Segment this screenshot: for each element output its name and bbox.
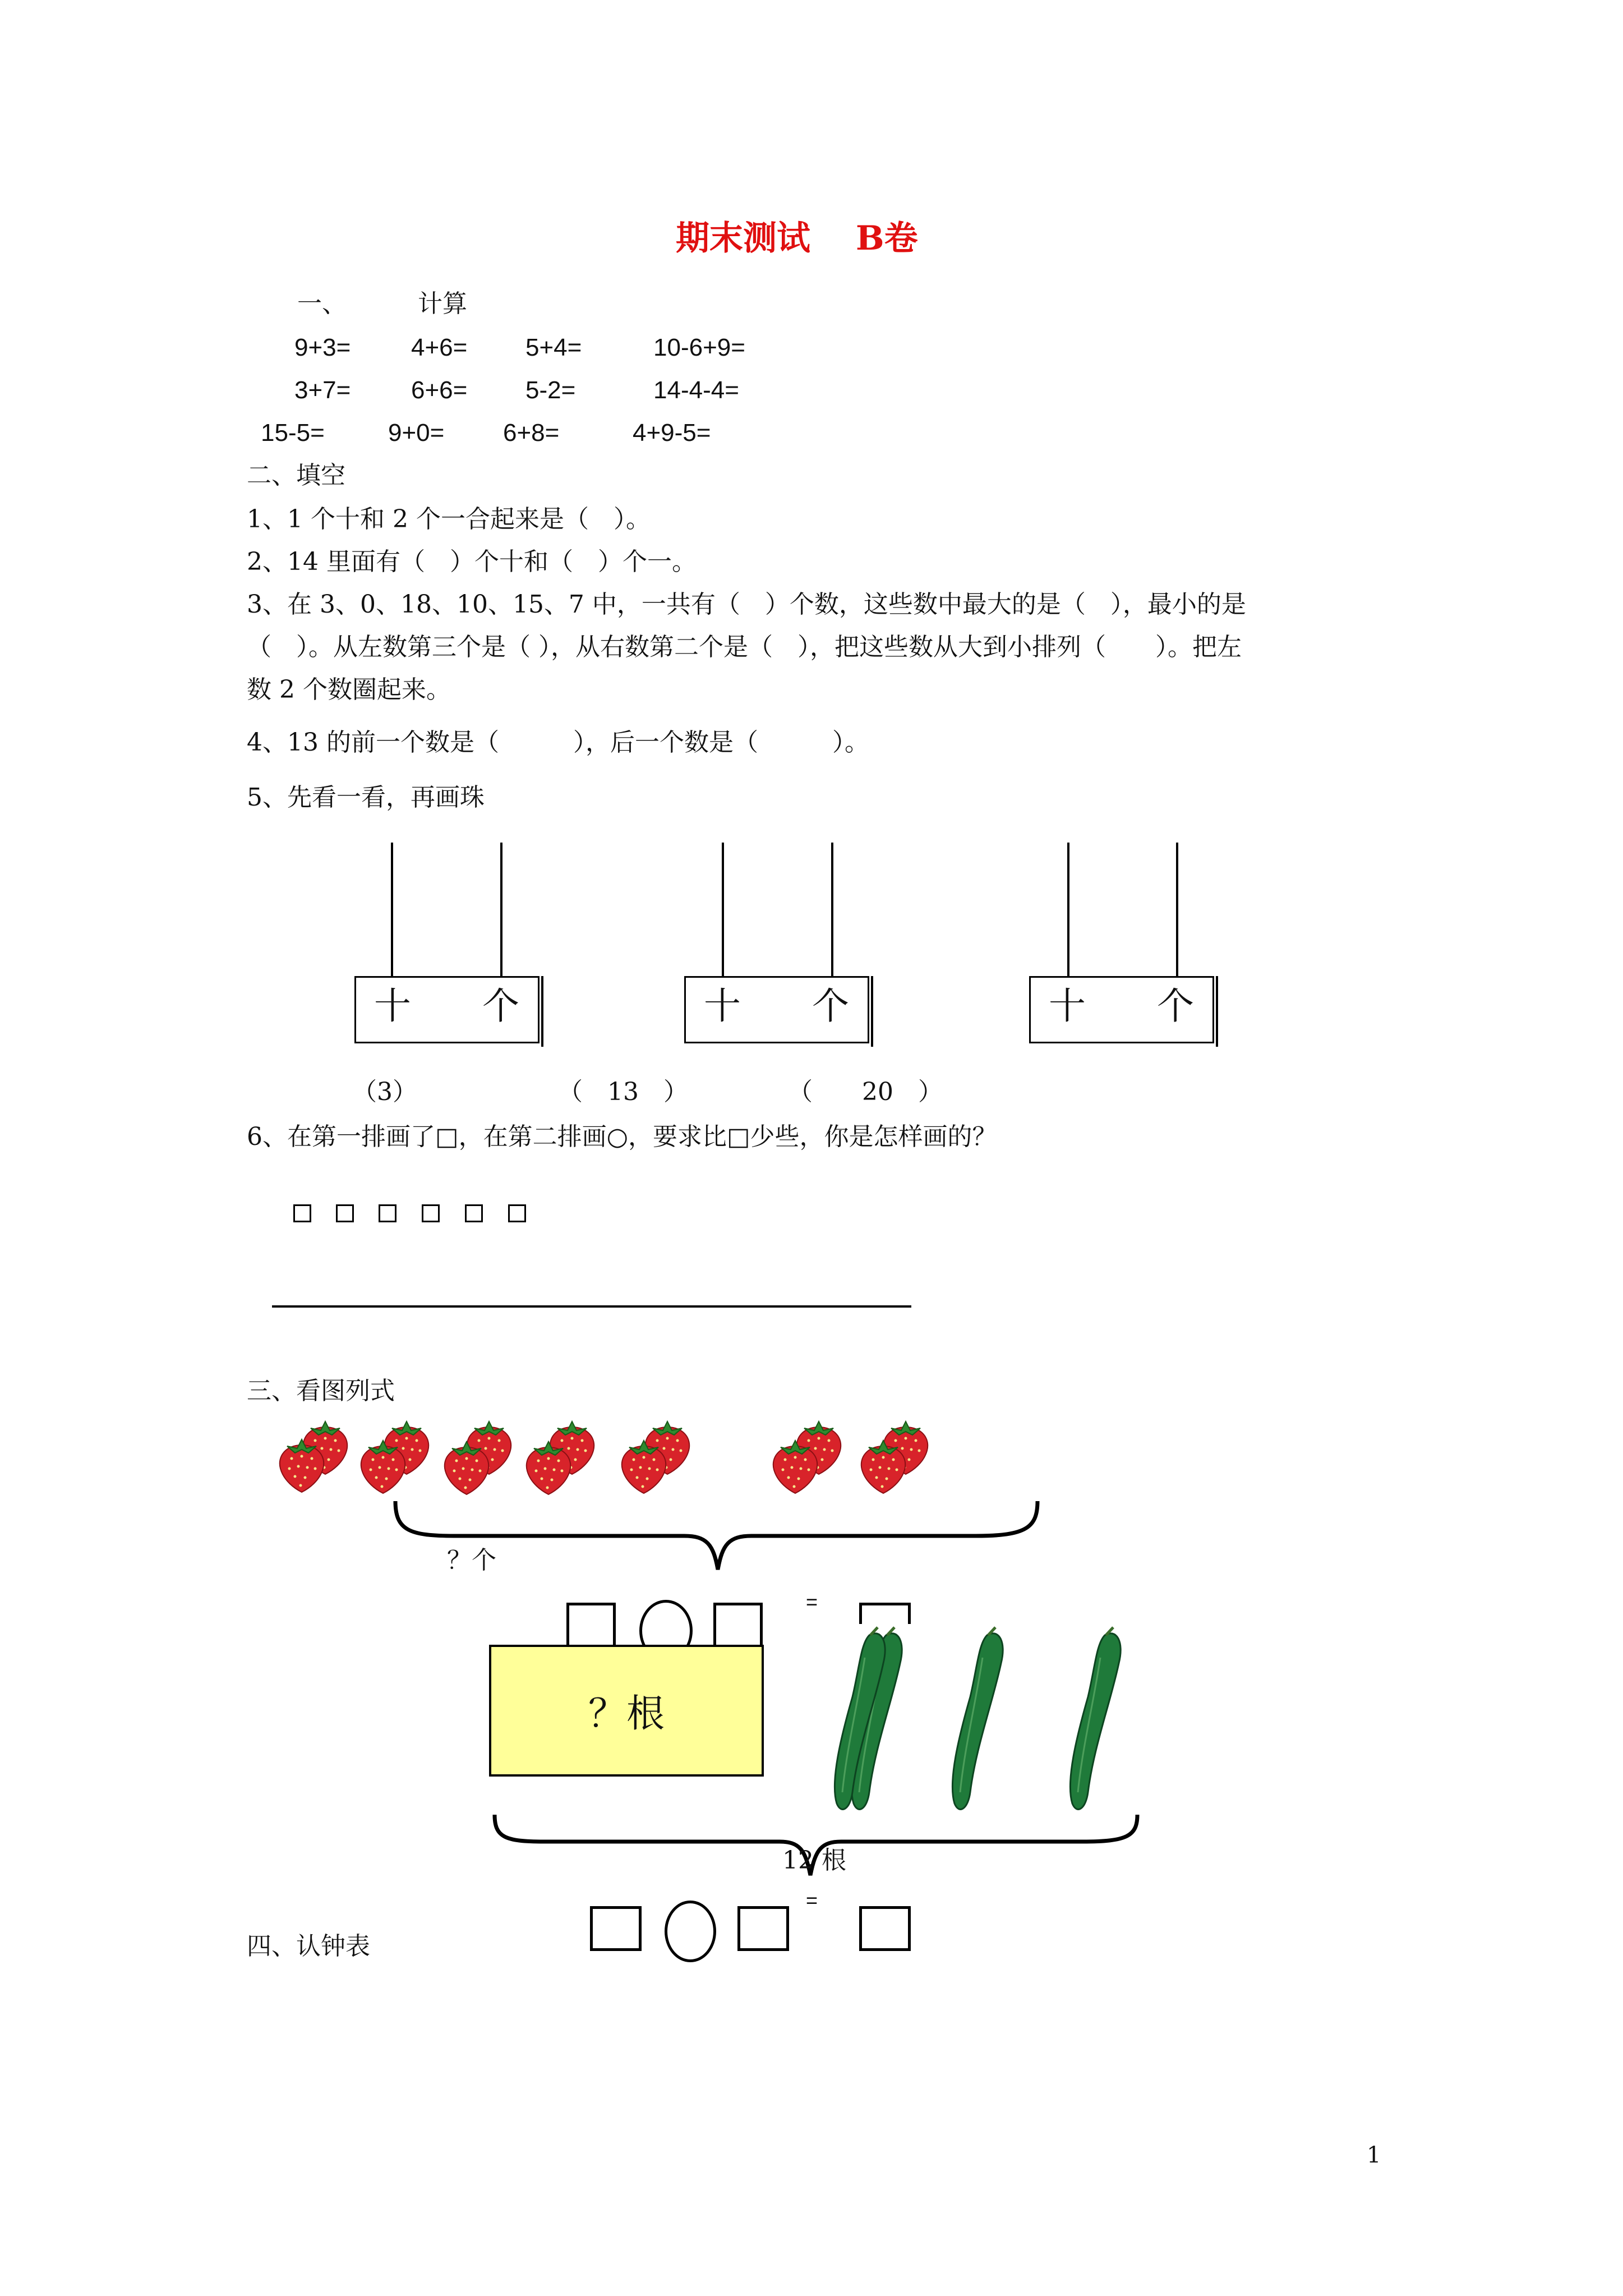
- page-title: 期末测试 B卷: [676, 219, 918, 258]
- abacus-ones-rod: [500, 843, 502, 977]
- abacus-ten-label: 十: [704, 984, 741, 1028]
- unknown-quantity-box: [489, 1645, 764, 1777]
- abacus-ten-label: 十: [1049, 984, 1086, 1028]
- calc-item: 15-5=: [261, 419, 325, 447]
- calc-item: 6+8=: [503, 419, 560, 447]
- section1-heading-num: 一、: [297, 289, 347, 318]
- calc-item: 4+9-5=: [633, 419, 711, 447]
- section4-heading: 四、认钟表: [247, 1932, 370, 1961]
- abacus-caption: （3）: [352, 1078, 417, 1106]
- drawn-square: [379, 1204, 396, 1222]
- calc-item: 14-4-4=: [653, 376, 739, 404]
- calc-item: 6+6=: [411, 376, 468, 404]
- section1-heading-label: 计算: [418, 289, 467, 318]
- unknown-quantity-text: ？根: [588, 1692, 665, 1736]
- calc-item: 3+7=: [294, 376, 351, 404]
- abacus-ten-label: 十: [374, 984, 411, 1028]
- drawn-square: [465, 1204, 483, 1222]
- page-number: 1: [1367, 2142, 1381, 2168]
- abacus-divider: [871, 976, 873, 1047]
- abacus-caption: （ 20 ）: [788, 1078, 943, 1106]
- abacus-one-label: 个: [1157, 984, 1194, 1028]
- total-count-label: 12 根: [782, 1846, 846, 1875]
- question-6: 6、在第一排画了□，在第二排画○，要求比□少些，你是怎样画的？: [247, 1122, 997, 1151]
- drawn-square: [422, 1204, 440, 1222]
- abacus-tens-rod: [722, 843, 724, 977]
- calc-item: 9+3=: [294, 334, 351, 361]
- question-5: 5、先看一看，再画珠: [247, 783, 485, 812]
- abacus-one-label: 个: [482, 984, 519, 1028]
- strawberry-picture: [269, 1414, 942, 1503]
- abacus-tens-rod: [1067, 843, 1069, 977]
- calc-item: 5+4=: [525, 334, 582, 361]
- drawn-square: [293, 1204, 311, 1222]
- section3-heading: 三、看图列式: [247, 1377, 395, 1405]
- question-1: 1、1 个十和 2 个一合起来是（ ）。: [247, 505, 651, 533]
- abacus-tens-rod: [391, 843, 393, 977]
- calc-item: 4+6=: [411, 334, 468, 361]
- section2-heading: 二、填空: [247, 461, 345, 490]
- answer-line: [272, 1305, 911, 1308]
- calc-item: 9+0=: [388, 419, 445, 447]
- question-count-label: ？个: [447, 1546, 496, 1575]
- abacus-divider: [1216, 976, 1218, 1047]
- abacus-ones-rod: [1176, 843, 1178, 977]
- cucumber-picture: [785, 1624, 1150, 1826]
- calc-item: 5-2=: [525, 376, 576, 404]
- equals-sign: =: [806, 1889, 818, 1912]
- equals-sign: =: [806, 1590, 818, 1613]
- answer-box[interactable]: [566, 1603, 616, 1648]
- drawn-square: [508, 1204, 526, 1222]
- question-3-line1: 3、在 3、0、18、10、15、7 中，一共有（ ）个数，这些数中最大的是（ ），最小的是: [247, 590, 1246, 619]
- question-2: 2、14 里面有（ ）个十和（ ）个一。: [247, 547, 697, 576]
- drawn-square: [336, 1204, 354, 1222]
- abacus-base: [684, 976, 869, 1043]
- question-4: 4、13 的前一个数是（ ），后一个数是（ ）。: [247, 728, 869, 757]
- question-3-line3: 数 2 个数圈起来。: [247, 675, 451, 704]
- abacus-caption: （ 13 ）: [558, 1078, 688, 1106]
- abacus-one-label: 个: [812, 984, 849, 1028]
- calc-item: 10-6+9=: [653, 334, 745, 361]
- answer-box[interactable]: [737, 1906, 789, 1951]
- abacus-divider: [541, 976, 543, 1047]
- operator-circle[interactable]: [665, 1901, 716, 1962]
- answer-box[interactable]: [859, 1906, 911, 1951]
- abacus-ones-rod: [831, 843, 833, 977]
- answer-box[interactable]: [713, 1603, 763, 1648]
- abacus-base: [354, 976, 540, 1043]
- question-3-line2: （ ）。从左数第三个是（ ），从右数第二个是（ ），把这些数从大到小排列（ ）。把左: [247, 633, 1242, 661]
- answer-box[interactable]: [590, 1906, 642, 1951]
- abacus-base: [1029, 976, 1214, 1043]
